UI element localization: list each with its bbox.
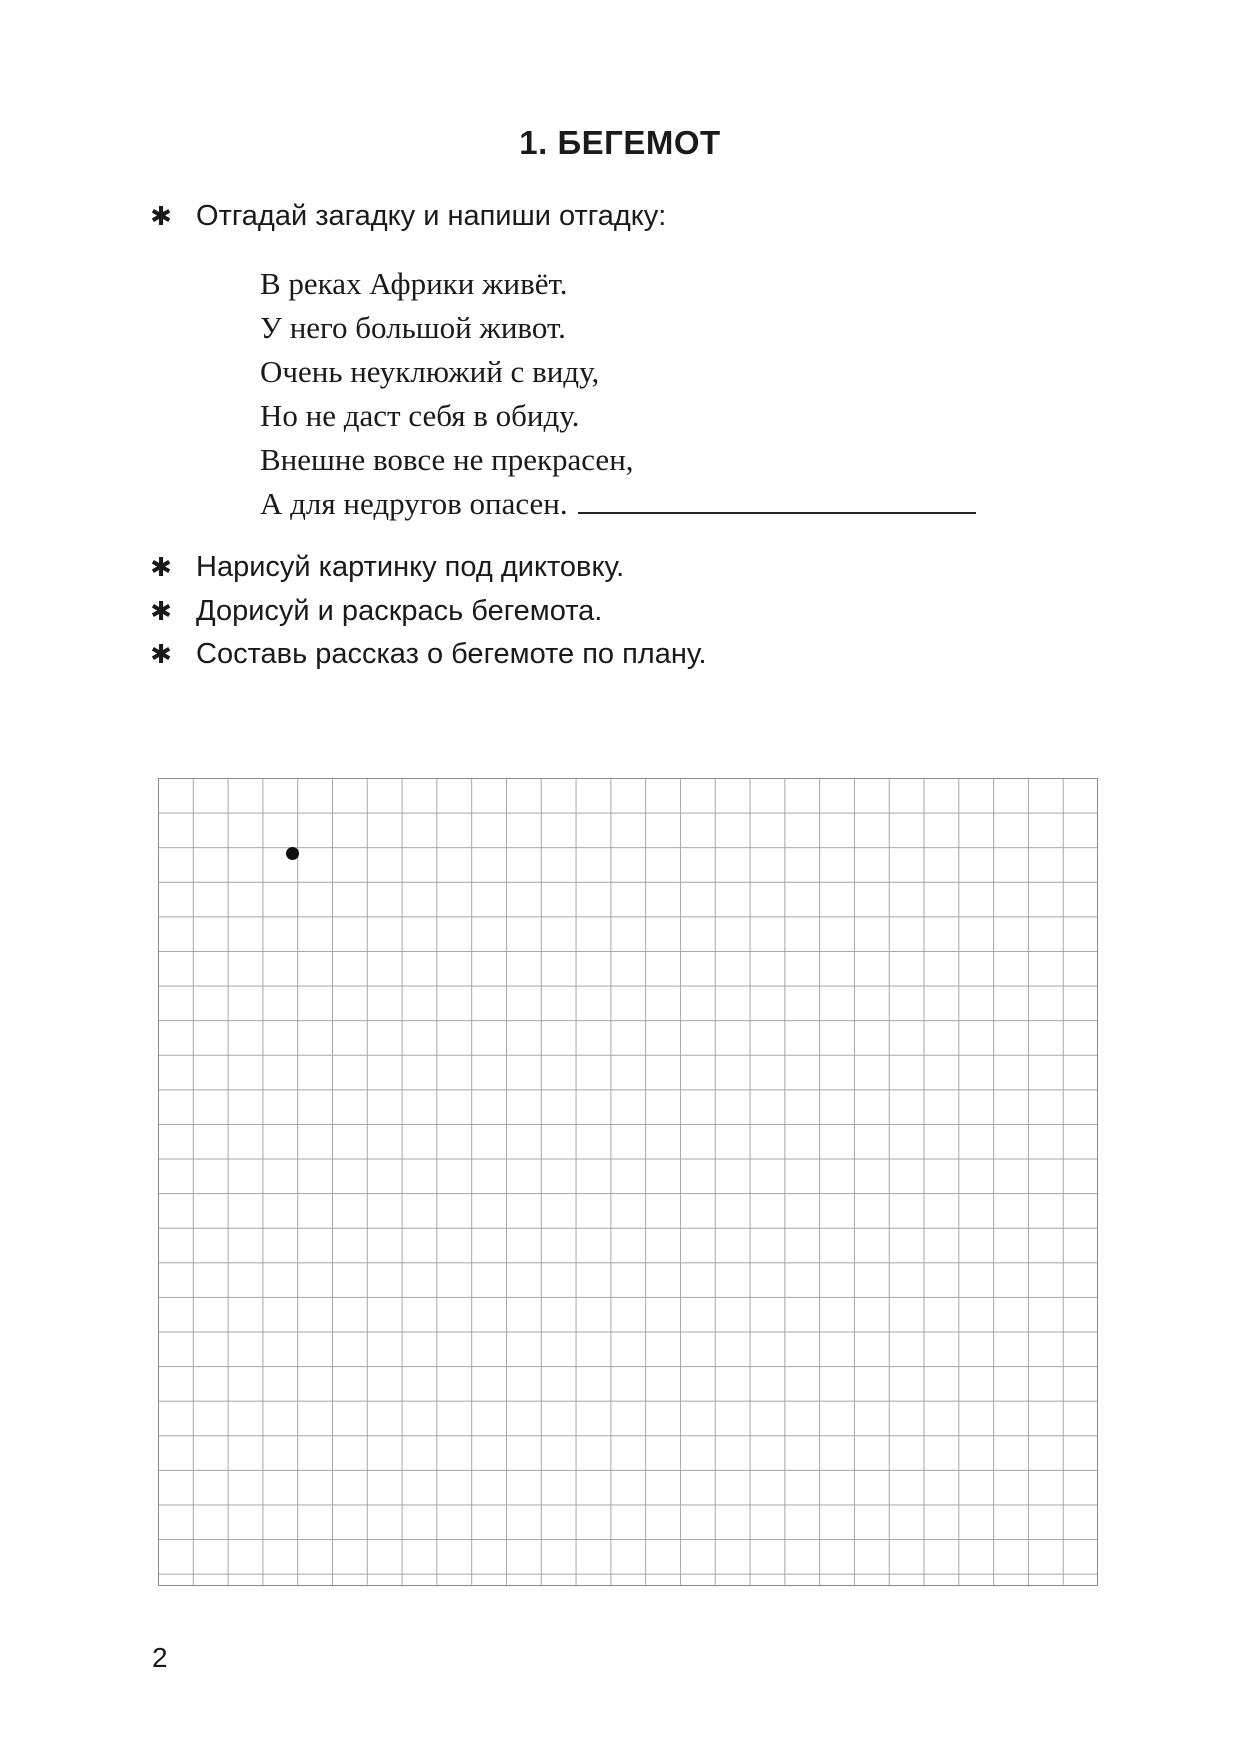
task-color [148,595,602,628]
poem-line: В реках Африки живёт. [260,266,568,301]
start-point-dot [286,847,299,860]
task-riddle-text: Отгадай загадку и напиши отгадку: [196,200,667,232]
poem-line: А для недругов опасен. [260,486,568,521]
task-story [148,638,707,671]
task-story-text: Составь рассказ о бегемоте по плану. [196,638,707,670]
page-title: 1. БЕГЕМОТ [519,124,721,161]
star-bullet-icon: ✱ [150,201,172,232]
star-bullet-icon: ✱ [150,552,172,583]
poem-line: Внешне вовсе не прекрасен, [260,442,634,477]
star-bullet-icon: ✱ [150,639,172,670]
drawing-grid[interactable] [158,778,1098,1586]
task-color-text: Дорисуй и раскрась бегемота. [196,595,603,627]
riddle-poem [260,262,976,526]
star-bullet-icon: ✱ [150,596,172,627]
poem-line: Очень неуклюжий с виду, [260,354,600,389]
task-dictation [148,551,624,584]
poem-line: У него большой живот. [260,310,566,345]
task-riddle [148,200,666,233]
poem-line: Но не даст себя в обиду. [260,398,580,433]
answer-line[interactable] [578,511,976,514]
task-dictation-text: Нарисуй картинку под диктовку. [196,551,625,583]
poem-line-last [260,482,976,526]
page-number: 2 [152,1642,168,1673]
